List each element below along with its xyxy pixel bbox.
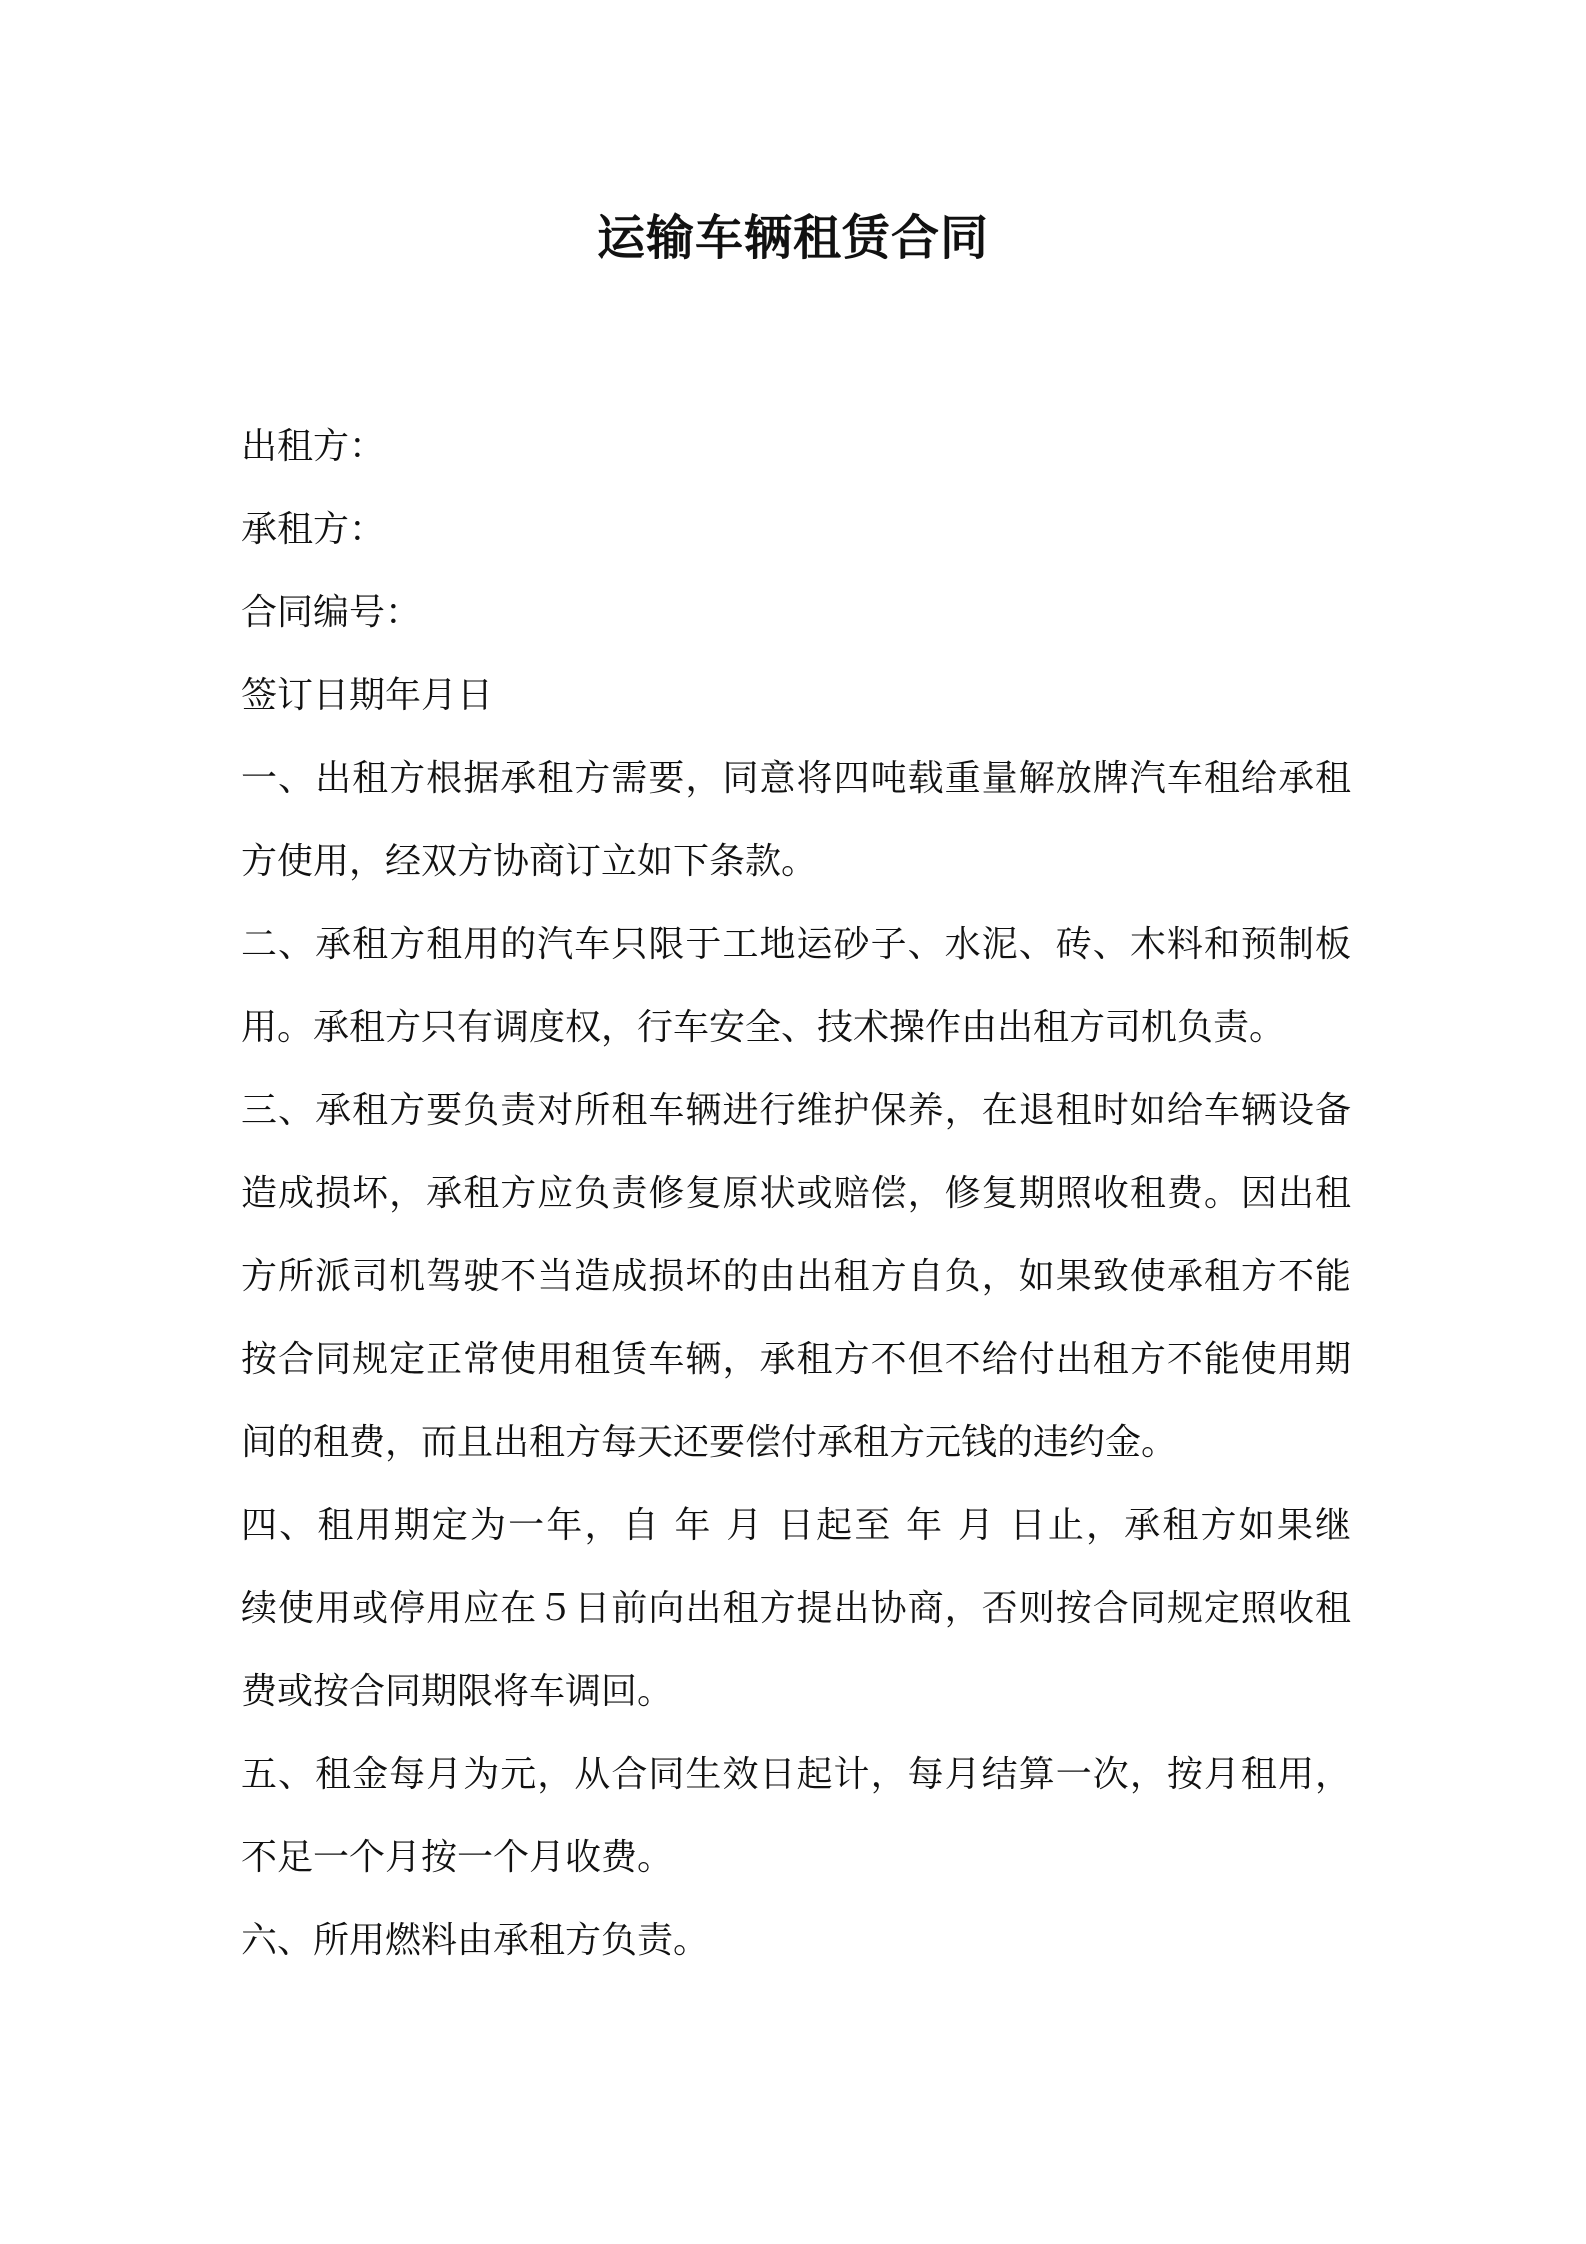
lessee-field-label: 承租方： [241, 509, 386, 550]
clause-5-line-2: 不足一个月按一个月收费。 [241, 1837, 674, 1878]
clause-4-line-1: 四、租用期定为一年，自 年 月 日起至 年 月 日止，承租方如果继 [241, 1505, 1351, 1546]
clause-1-line-2: 方使用，经双方协商订立如下条款。 [241, 841, 818, 882]
clause-4-line-2: 续使用或停用应在５日前向出租方提出协商，否则按合同规定照收租 [241, 1588, 1351, 1629]
clause-3-line-1: 三、承租方要负责对所租车辆进行维护保养，在退租时如给车辆设备 [241, 1090, 1351, 1131]
clause-1-line-1: 一、出租方根据承租方需要，同意将四吨载重量解放牌汽车租给承租 [241, 758, 1351, 799]
contract-body [241, 405, 1351, 1982]
clause-4-line-3: 费或按合同期限将车调回。 [241, 1671, 674, 1712]
clause-2-line-2: 用。承租方只有调度权，行车安全、技术操作由出租方司机负责。 [241, 1007, 1286, 1048]
clause-3-line-3: 方所派司机驾驶不当造成损坏的由出租方自负，如果致使承租方不能 [241, 1256, 1351, 1297]
document-title: 运输车辆租赁合同 [596, 210, 989, 266]
clause-2-line-1: 二、承租方租用的汽车只限于工地运砂子、水泥、砖、木料和预制板 [241, 924, 1351, 965]
clause-3-line-2: 造成损坏，承租方应负责修复原状或赔偿，修复期照收租费。因出租 [241, 1173, 1351, 1214]
clause-6-line-1: 六、所用燃料由承租方负责。 [241, 1920, 710, 1961]
clause-5-line-1: 五、租金每月为元，从合同生效日起计，每月结算一次，按月租用， [241, 1754, 1351, 1795]
signing-date-label: 签订日期年月日 [241, 675, 494, 716]
clause-3-line-4: 按合同规定正常使用租赁车辆，承租方不但不给付出租方不能使用期 [241, 1339, 1351, 1380]
clause-3-line-5: 间的租费，而且出租方每天还要偿付承租方元钱的违约金。 [241, 1422, 1178, 1463]
contract-number-label: 合同编号： [241, 592, 422, 633]
lessor-field-label: 出租方： [241, 426, 386, 467]
